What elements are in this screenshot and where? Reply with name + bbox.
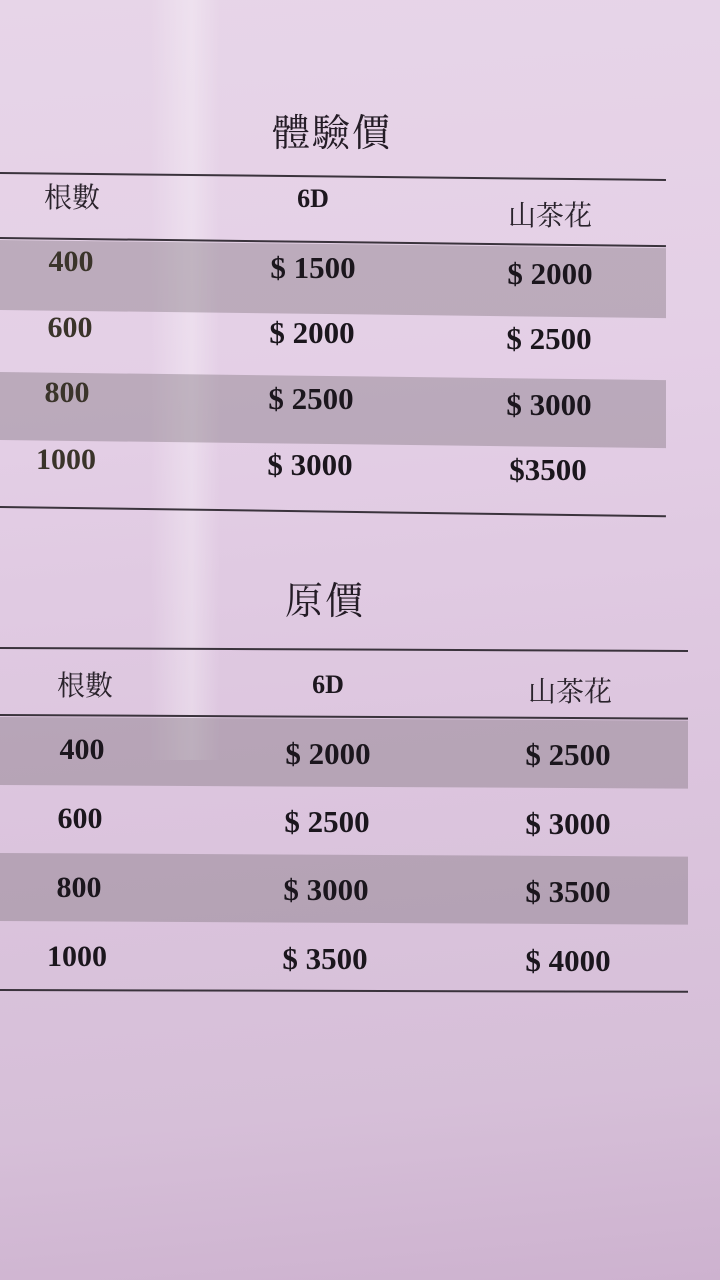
header-count: 根數 bbox=[56, 671, 114, 702]
table-row-camellia-price: $ 3000 bbox=[506, 387, 592, 422]
table-row-camellia-price: $3500 bbox=[509, 452, 587, 487]
table-row-count: 800 bbox=[56, 871, 102, 904]
header-6d: 6D bbox=[297, 184, 329, 213]
header-camellia: 山茶花 bbox=[527, 677, 613, 708]
table-row-camellia-price: $ 2500 bbox=[525, 737, 611, 772]
table-row-6d-price: $ 2500 bbox=[268, 381, 354, 416]
table-row-camellia-price: $ 2500 bbox=[506, 321, 592, 356]
table-row-camellia-price: $ 4000 bbox=[525, 943, 611, 978]
table-row-6d-price: $ 2500 bbox=[284, 804, 370, 839]
table-bottom-rule bbox=[0, 989, 688, 992]
trial-price-title: 體驗價 bbox=[272, 113, 393, 155]
table-row-count: 1000 bbox=[47, 940, 107, 973]
table-row-6d-price: $ 2000 bbox=[269, 315, 355, 350]
table-row-camellia-price: $ 3000 bbox=[525, 806, 611, 841]
table-row-count: 800 bbox=[44, 376, 90, 409]
header-camellia: 山茶花 bbox=[507, 201, 593, 232]
table-row-count: 1000 bbox=[36, 443, 96, 476]
original-price-title: 原價 bbox=[285, 581, 366, 623]
header-count: 根數 bbox=[43, 183, 101, 214]
table-row-count: 400 bbox=[59, 733, 105, 766]
table-row-6d-price: $ 3500 bbox=[282, 941, 368, 976]
table-row-6d-price: $ 3000 bbox=[267, 447, 353, 482]
table-row-camellia-price: $ 2000 bbox=[507, 256, 593, 291]
table-top-rule bbox=[0, 647, 688, 652]
table-row-6d-price: $ 2000 bbox=[285, 736, 371, 771]
table-row-6d-price: $ 1500 bbox=[270, 250, 356, 285]
table-row-6d-price: $ 3000 bbox=[283, 872, 369, 907]
table-row-count: 600 bbox=[47, 311, 93, 344]
table-row-count: 600 bbox=[57, 802, 103, 835]
table-row-camellia-price: $ 3500 bbox=[525, 874, 611, 909]
table-bottom-rule bbox=[0, 506, 666, 517]
header-6d: 6D bbox=[312, 670, 344, 699]
table-row-count: 400 bbox=[48, 245, 94, 278]
